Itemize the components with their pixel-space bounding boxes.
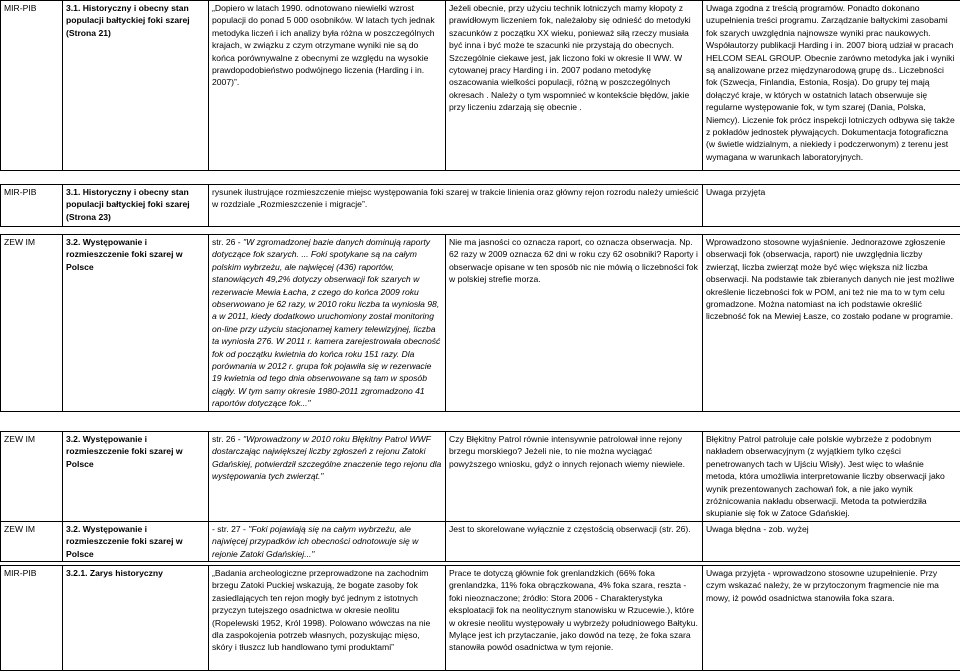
quote-text: "Foki pojawiają się na całym wybrzeżu, ale najwięcej przypadków ich obecności odnotowuje się w rejonie Zatoki Gdańskiej..." (212, 524, 419, 559)
page-reference: - str. 27 - (212, 524, 249, 534)
response-cell: Błękitny Patrol patroluje całe polskie wybrzeże z podobnym nakładem obserwacyjnym (z wyjątkiem tylko części penetrowanych tach w Ujściu Wisły). Jest więc to właśnie metoda, która umożliwia interpretowanie liczby obserwacji jako wynik prezentowanych zachowań fok, a nie jako wynik zróżnicowania nakładu obserwacji. Metoda ta potwierdziła skupianie się fok w Zatoce Gdańskiej. (703, 432, 960, 522)
comment-row (0, 184, 960, 227)
author-cell: ZEW IM (1, 235, 63, 412)
quote-cell: „Badania archeologiczne przeprowadzone na zachodnim brzegu Zatoki Puckiej wskazują, że bogate zasoby fok zasiedlających ten rejon mogły być jednym z istotnych przyczyn tutejszego osadnictwa w okresie neolitu (Ropelewski 1952, Król 1998). Polowano wówczas na nie dla zaspokojenia potrzeb własnych, pozyskując mięso, skóry i tłuszcz lub handlowano tymi produktami” (209, 566, 446, 671)
author-cell: MIR-PIB (1, 185, 63, 227)
section-cell: 3.2. Występowanie i rozmieszczenie foki szarej w Polsce (63, 235, 209, 412)
response-cell: Uwaga zgodna z treścią programów. Ponadto dokonano uzupełnienia treści programu. Zarządzanie bałtyckimi zasobami fok szarych uwzględnia najnowsze wyniki prac naukowych. Współautorzy publikacji Harding i in. 2007 biorą udział w pracach HELCOM SEAL GROUP. Obecnie zarówno metodyka jak i wyniki są analizowane przez międzynarodową grupę ds.. Liczebności fok (Szwecja, Finlandia, Estonia, Rosja). Do grupy tej mają dołączyć kraje, w których w ostatnich latach obserwuje się regularne występowanie fok, w tym szarej (Dania, Polska, Niemcy). Liczenie fok prócz inspekcji lotniczych odbywa się także z pokładów jednostek pływających. Dokumentacja fotograficzna (w świetle widzialnym, a niekiedy i podczerwonym) z terenu jest wymagana w warunkach laboratoryjnych. (703, 1, 960, 171)
quote-cell (209, 432, 446, 522)
comment-cell: Jeżeli obecnie, przy użyciu technik lotniczych mamy kłopoty z prawidłowym liczeniem fok, należałoby się odnieść do metodyki szacunków z początku XX wieku, ponieważ siłą rzeczy musiała być inna i być może te szacunki nie przystają do obecnych. Szczególnie ciekawe jest, jak liczono foki w okresie II WW. W cytowanej pracy Harding i in. 2007 podano metodykę oszacowania wielkości populacji, różną w poszczególnych okresach . Należy o tym wspomnieć w kontekście błędów, jakie przy liczeniu zdarzają się obecnie . (446, 1, 703, 171)
comment-cell: rysunek ilustrujące rozmieszczenie miejsc występowania foki szarej w trakcie linienia oraz główny rejon rozrodu należy umieścić w rozdziale „Rozmieszczenie i migracje”. (209, 185, 703, 227)
page-reference: str. 26 - (212, 237, 244, 247)
author-cell: MIR-PIB (1, 566, 63, 671)
section-cell: 3.1. Historyczny i obecny stan populacji bałtyckiej foki szarej (Strona 23) (63, 185, 209, 227)
author-cell: ZEW IM (1, 522, 63, 562)
quote-cell (209, 235, 446, 412)
quote-cell (209, 522, 446, 562)
quote-text: "W zgromadzonej bazie danych dominują raporty dotyczące fok szarych. ... Foki spotykane są na całym polskim wybrzeżu, ale najwięcej (436) raportów, stanowiących 49,2% dotyczy obserwacji fok szarych w rezerwacie Mewia Łacha, z czego do końca 2009 roku obserwowano je 62 razy, w 2010 roku liczba ta wyniosła 98, a w 2011, kiedy dodatkowo uruchomiony został monitoring on-line przy użyciu stacjonarnej kamery telewizyjnej, liczba ta wyniosła 276. W 2011 r. kamera zarejestrowała obecność fok od początku kwietnia do końca roku 151 razy. Dla porównania w 2012 r. grupa fok pojawiła się w rezerwacie 19 kwietnia od tego dnia obserwowane są tam w sposób ciągły. W tym samy okresie 1980-2011 zgromadzono 41 raportów dotyczące fok..." (212, 237, 441, 409)
response-cell: Uwaga przyjęta (703, 185, 960, 227)
comment-cell: Prace te dotyczą głównie fok grenlandzkich (66% foka grenlandzka, 11% foka obrączkowana, 4% foka szara, reszta - foki nieoznaczone; źródło: Stora 2006 - Charakterystyka eksploatacji fok na neolitycznym stanowisku w Rzucewie.), które w okresie neolitu występowały u wybrzeży południowego Bałtyku. Mylące jest ich przytaczanie, jako dowód na tezę, że foka szara stanowiła powód osadnictwa w tym rejonie. (446, 566, 703, 671)
author-cell: MIR-PIB (1, 1, 63, 171)
comment-row (0, 565, 960, 671)
page-reference: str. 26 - (212, 434, 244, 444)
section-cell: 3.2.1. Zarys historyczny (63, 566, 209, 671)
comment-row (0, 521, 960, 562)
author-cell: ZEW IM (1, 432, 63, 522)
comment-row (0, 234, 960, 412)
comment-row (0, 431, 960, 522)
section-cell: 3.2. Występowanie i rozmieszczenie foki szarej w Polsce (63, 522, 209, 562)
comment-cell: Jest to skorelowane wyłącznie z częstością obserwacji (str. 26). (446, 522, 703, 562)
quote-text: "Wprowadzony w 2010 roku Błękitny Patrol WWF dostarczając największej liczby zgłoszeń z rejonu Zatoki Gdańskiej, potwierdził szczególne znaczenie tego rejonu dla występowania tych zwierząt." (212, 434, 442, 482)
comment-cell: Nie ma jasności co oznacza raport, co oznacza obserwacja. Np. 62 razy w 2009 oznacza 62 dni w roku czy 62 osobniki? Raporty i obserwacje opisane w ten sposób nic nie mówią o liczebności fok w polskiej strefie morza. (446, 235, 703, 412)
response-cell: Uwaga błędna - zob. wyżej (703, 522, 960, 562)
comment-row (0, 0, 960, 171)
section-cell: 3.2. Występowanie i rozmieszczenie foki szarej w Polsce (63, 432, 209, 522)
response-cell: Uwaga przyjęta - wprowadzono stosowne uzupełnienie. Przy czym wskazać należy, że w przytoczonym fragmencie nie ma mowy, iż powód osadnictwa stanowiła foka szara. (703, 566, 960, 671)
comment-cell: Czy Błękitny Patrol równie intensywnie patrolował inne rejony brzegu morskiego? Jeżeli nie, to nie można wyciągać powyższego wniosku, gdyż o innych rejonach wiemy niewiele. (446, 432, 703, 522)
section-cell: 3.1. Historyczny i obecny stan populacji bałtyckiej foki szarej (Strona 21) (63, 1, 209, 171)
response-cell: Wprowadzono stosowne wyjaśnienie. Jednorazowe zgłoszenie obserwacji fok (obserwacja, raport) nie uwzględnia liczby zwierząt, liczba zwierząt może być więc większa niż liczba obserwacji. Na podstawie tak zbieranych danych nie jest możliwe określenie liczebności fok w POM, ani też nie ma to w tym celu gromadzone. Można natomiast na ich podstawie określić liczebność fok na Mewiej Łasze, co zostało podane w programie. (703, 235, 960, 412)
quote-cell: „Dopiero w latach 1990. odnotowano niewielki wzrost populacji do ponad 5 000 osobników. W latach tych jednak metodyka liczeń i ich analizy była różna w poszczególnych krajach, w związku z czym otrzymane wyniki nie są do końca porównywalne z obecnymi ze względu na wysokie prawdopodobieństwo podwójnego liczenia (Harding i in. 2007)”. (209, 1, 446, 171)
